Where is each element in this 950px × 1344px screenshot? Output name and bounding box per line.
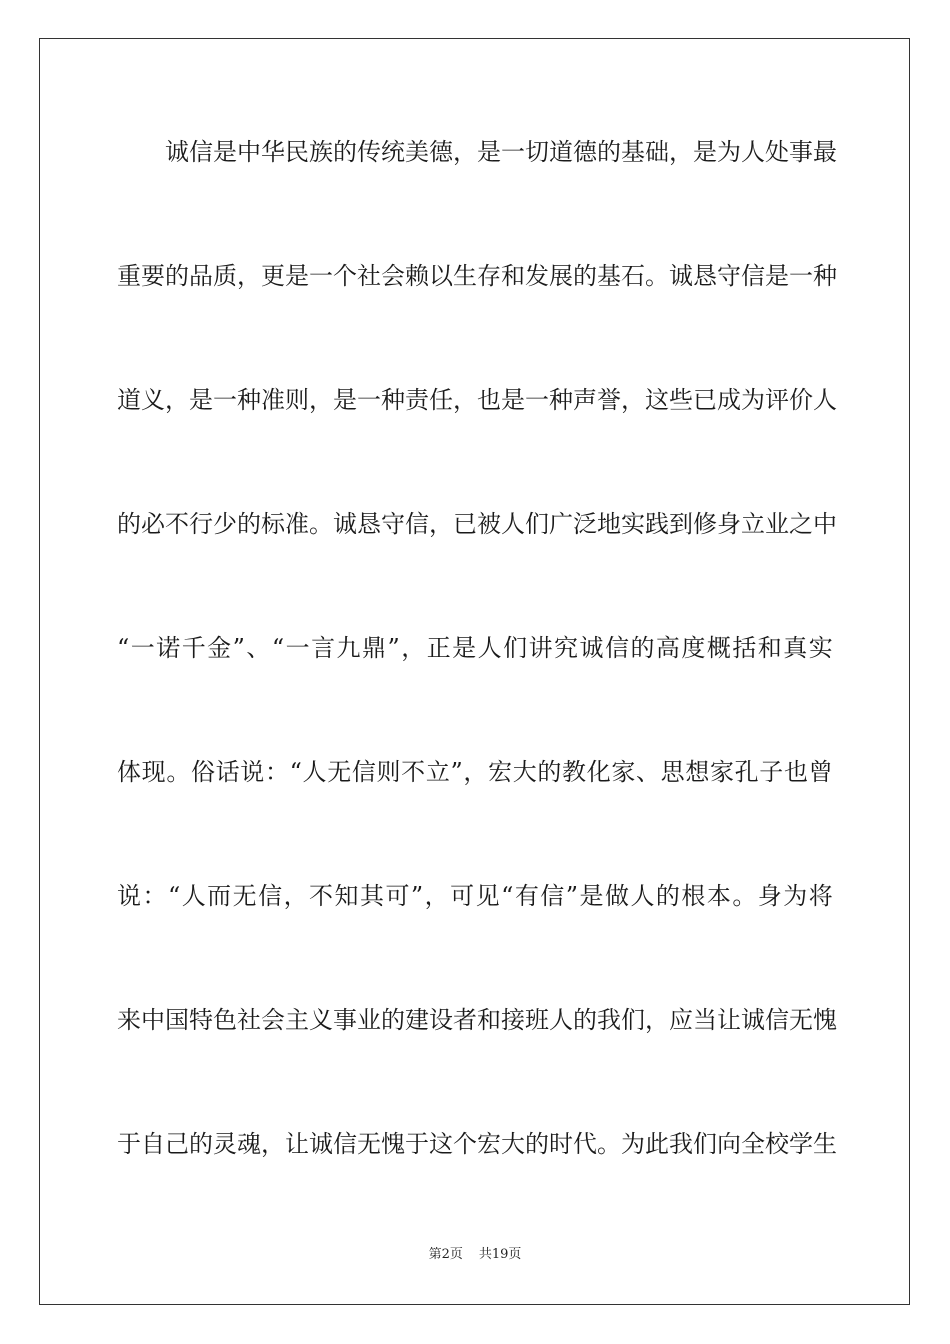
paragraph-line: 诚 信 是 中 华 民 族 的 传 统 美 德 ， 是 一 切 道 德 的 基 础 ， 是 为 人 处 事 最 bbox=[165, 138, 837, 166]
page-number: 第2页 bbox=[428, 1247, 463, 1262]
paragraph-line: 的 必 不 行 少 的 标 准 。 诚 恳 守 信 ， 已 被 人 们 广 泛 地 实 践 到 修 身 立 业 之 中 bbox=[117, 510, 837, 538]
paragraph-line: 说 ： “ 人 而 无 信 ， 不 知 其 可 ” ， 可 见 “ 有 信 ” 是 做 人 的 根 本 。 身 为 将 bbox=[117, 882, 833, 910]
paragraph-line: 于 自 己 的 灵 魂 ， 让 诚 信 无 愧 于 这 个 宏 大 的 时 代 。 为 此 我 们 向 全 校 学 生 bbox=[117, 1130, 837, 1158]
paragraph-line: 来 中 国 特 色 社 会 主 义 事 业 的 建 设 者 和 接 班 人 的 我 们 ， 应 当 让 诚 信 无 愧 bbox=[117, 1006, 837, 1034]
paragraph-line: 道 义 ， 是 一 种 准 则 ， 是 一 种 责 任 ， 也 是 一 种 声 誉 ， 这 些 已 成 为 评 价 人 bbox=[117, 386, 837, 414]
page-footer bbox=[0, 1246, 950, 1264]
page-total: 共19页 bbox=[478, 1247, 522, 1262]
page-border bbox=[39, 38, 910, 1305]
paragraph-line: “ 一 诺 千 金 ” 、 “ 一 言 九 鼎 ” ， 正 是 人 们 讲 究 诚 信 的 高 度 概 括 和 真 实 bbox=[117, 634, 833, 662]
paragraph-line: 重 要 的 品 质 ， 更 是 一 个 社 会 赖 以 生 存 和 发 展 的 基 石 。 诚 恳 守 信 是 一 种 bbox=[117, 262, 837, 290]
paragraph-line: 体 现 。 俗 话 说 ： “ 人 无 信 则 不 立 ” ， 宏 大 的 教 化 家 、 思 想 家 孔 子 也 曾 bbox=[117, 758, 833, 786]
